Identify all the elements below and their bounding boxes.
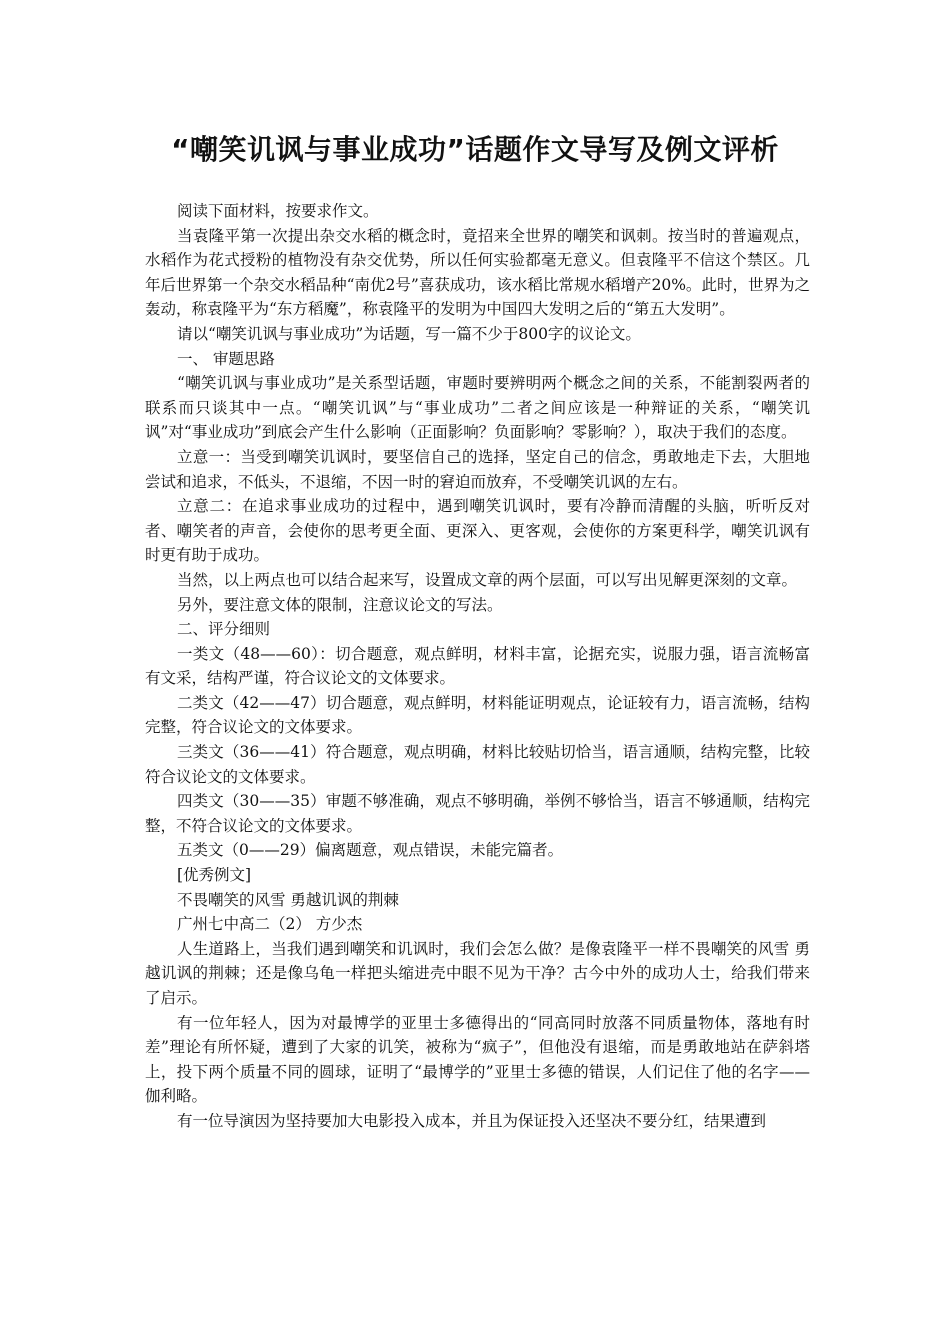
paragraph-combine: 当然，以上两点也可以结合起来写，设置成文章的两个层面，可以写出见解更深刻的文章。 [177,570,798,589]
example-essay-title: 不畏嘲笑的风雪 勇越讥讽的荆棘 [177,890,399,909]
paragraph-material: 当袁隆平第一次提出杂交水稻的概念时，竟招来全世界的嘲笑和讽刺。按当时的普遍观点，水稻作为花式授粉的植物没有杂交优势，所以任何实验都毫无意义。但袁隆平不信这个禁区。几年后世界第一个杂交水稻品种“南优2号”喜获成功，该水稻比常规水稻增产20%。此时，世界为之轰动，称袁隆平为“东方稻魔”，称袁隆平的发明为中国四大发明之后的“第五大发明”。 [145,226,810,319]
paragraph-analysis: “嘲笑讥讽与事业成功”是关系型话题，审题时要辨明两个概念之间的关系，不能割裂两者的联系而只谈其中一点。“嘲笑讥讽”与“事业成功”二者之间应该是一种辩证的关系，“嘲笑讥讽”对“事业成功”到底会产生什么影响（正面影响？负面影响？零影响？），取决于我们的态度。 [145,374,810,442]
section-heading-example: [优秀例文] [177,866,252,885]
paragraph-grade-one: 一类文（48——60）：切合题意，观点鲜明，材料丰富，论据充实，说服力强，语言流畅富有文采，结构严谨，符合议论文的文体要求。 [145,644,810,688]
example-paragraph-director: 有一位导演因为坚持要加大电影投入成本，并且为保证投入还坚决不要分红，结果遭到 [177,1111,767,1130]
section-heading-scoring: 二、评分细则 [177,620,271,639]
document-body [145,199,810,1134]
example-paragraph-galileo: 有一位年轻人，因为对最博学的亚里士多德得出的“同高同时放落不同质量物体，落地有时差”理论有所怀疑，遭到了大家的讥笑，被称为“疯子”，但他没有退缩，而是勇敢地站在萨斜塔上，投下两个质量不同的圆球，证明了“最博学的”亚里士多德的错误，人们记住了他的名字——伽利略。 [145,1013,810,1106]
paragraph-grade-five: 五类文（0——29）偏离题意，观点错误，未能完篇者。 [177,841,564,860]
paragraph-grade-three: 三类文（36——41）符合题意，观点明确，材料比较贴切恰当，语言通顺，结构完整，比较符合议论文的文体要求。 [145,743,810,786]
document-title: “嘲笑讥讽与事业成功”话题作文导写及例文评析 [171,133,779,166]
paragraph-task: 请以“嘲笑讥讽与事业成功”为话题，写一篇不少于800字的议论文。 [177,324,641,343]
paragraph-genre-note: 另外，要注意文体的限制，注意议论文的写法。 [177,595,503,614]
paragraph-idea-one: 立意一：当受到嘲笑讥讽时，要坚信自己的选择，坚定自己的信念，勇敢地走下去，大胆地尝试和追求，不低头，不退缩，不因一时的窘迫而放弃，不受嘲笑讥讽的左右。 [145,447,810,491]
example-essay-author: 广州七中高二（2） 方少杰 [177,915,363,934]
paragraph-idea-two: 立意二：在追求事业成功的过程中，遇到嘲笑讥讽时，要有冷静而清醒的头脑，听听反对者、嘲笑者的声音，会使你的思考更全面、更深入、更客观，会使你的方案更科学，嘲笑讥讽有时更有助于成功。 [145,497,810,565]
paragraph-instruction: 阅读下面材料，按要求作文。 [177,202,379,220]
example-paragraph-intro: 人生道路上，当我们遇到嘲笑和讥讽时，我们会怎么做？是像袁隆平一样不畏嘲笑的风雪 勇越讥讽的荆棘；还是像乌龟一样把头缩进壳中眼不见为干净？古今中外的成功人士，给我们带来了启示。 [145,939,810,1007]
paragraph-grade-four: 四类文（30——35）审题不够准确，观点不够明确，举例不够恰当，语言不够通顺，结构完整，不符合议论文的文体要求。 [145,792,810,835]
section-heading-analysis: 一、 审题思路 [177,349,275,368]
paragraph-grade-two: 二类文（42——47）切合题意，观点鲜明，材料能证明观点，论证较有力，语言流畅，结构完整，符合议论文的文体要求。 [145,693,810,737]
